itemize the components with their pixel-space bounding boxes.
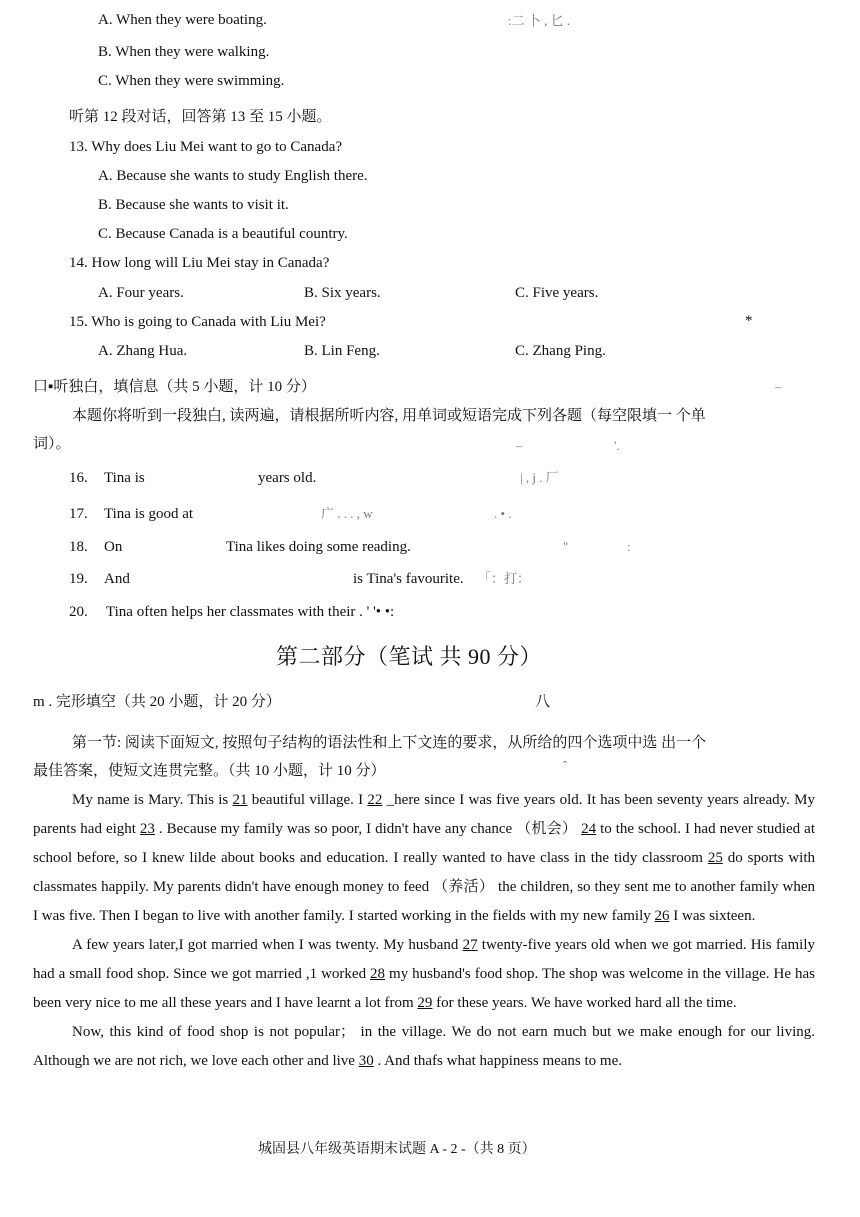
scan-noise-mark: 八 xyxy=(535,694,551,710)
scan-noise: 「：打： xyxy=(478,571,531,586)
q14-stem: 14. How long will Liu Mei stay in Canada? xyxy=(69,255,330,271)
part-two-title: 第二部分（笔试 共 90 分） xyxy=(276,644,543,669)
q16-text-before-blank: Tina is xyxy=(104,470,145,486)
q14-option-b: B. Six years. xyxy=(304,285,381,301)
q12-option-b: B. When they were walking. xyxy=(98,44,270,60)
scan-noise: : xyxy=(627,539,631,554)
blank-29: 29 xyxy=(417,995,433,1011)
blank-23: 23 xyxy=(139,821,155,837)
q17-number: 17. xyxy=(69,506,88,522)
monologue-instruction-line2: 词）。 xyxy=(33,436,71,452)
q18-text-after-blank: Tina likes doing some reading. xyxy=(226,539,411,555)
cloze-passage xyxy=(33,786,815,1076)
q15-stem: 15. Who is going to Canada with Liu Mei? xyxy=(69,314,326,330)
q16-number: 16. xyxy=(69,470,88,486)
q18-text-before-blank: On xyxy=(104,539,123,555)
q19-text-after-blank: is Tina's favourite. xyxy=(353,571,464,587)
scan-noise: '. xyxy=(614,438,620,453)
scan-noise: – xyxy=(516,438,523,453)
scan-noise: | , j . 厂 xyxy=(520,470,559,485)
q20-number: 20. xyxy=(69,604,88,620)
cloze-instruction-line2: 最佳答案，使短文连贯完整。（共 10 小题，计 10 分） xyxy=(33,763,386,779)
monologue-instruction-line1: 本题你将听到一段独白, 读两遍，请根据所听内容, 用单词或短语完成下列各题（每空限填一 个单 xyxy=(72,408,706,424)
scan-noise: 广 . . . , w xyxy=(321,506,373,521)
passage-paragraph-3: Now, this kind of food shop is not popular； in the village. We do not earn much but we make enough for our living. Although we are not rich, we love each other and live 30 . And thafs what happiness means to me. xyxy=(33,1024,815,1069)
q15-option-b: B. Lin Feng. xyxy=(304,343,380,359)
blank-21: 21 xyxy=(232,792,248,808)
section-heading-monologue: 口▪听独白，填信息（共 5 小题，计 10 分） xyxy=(33,379,316,395)
passage-paragraph-2: A few years later,I got married when I was twenty. My husband 27 twenty-five years old when we got married. His family had a small food shop. Since we got married ,1 worked 28 my husband's food shop. The shop was welcome in the village. He has been very nice to me all these years and I have learnt a lot from 29 for these years. We have worked hard all the time. xyxy=(33,937,816,1011)
q16-text-after-blank: years old. xyxy=(258,470,317,486)
scan-noise: :二 卜 , 匕 . xyxy=(508,13,571,28)
cloze-instruction-line1: 第一节: 阅读下面短文, 按照句子结构的语法性和上下文连的要求，从所给的四个选项中选 出一个 xyxy=(72,735,707,751)
blank-22: 22 xyxy=(367,792,383,808)
q15-option-c: C. Zhang Ping. xyxy=(515,343,606,359)
page-footer: 城固县八年级英语期末试题 A - 2 -（共 8 页） xyxy=(258,1142,536,1157)
scan-noise: . • . xyxy=(494,506,512,521)
passage-paragraph-1: My name is Mary. This is 21 beautiful village. I 22 _here since I was five years old. It has been seventy years already. My parents had eight 23 . Because my family was so poor, I didn't have any chance （机会） 24 to the school. I had never studied at school before, so I knew lilde about books and education. I really wanted to have class in the tidy classroom 25 do sports with classmates happily. My parents didn't have enough money to feed （养活） the children, so they sent me to another family when I was five. Then I began to live with another family. I started working in the fields with my new family 26 I was sixteen. xyxy=(33,792,815,924)
blank-25: 25 xyxy=(707,850,723,866)
blank-30: 30 xyxy=(358,1053,374,1069)
blank-26: 26 xyxy=(654,908,670,924)
q13-stem: 13. Why does Liu Mei want to go to Canada? xyxy=(69,139,343,155)
q14-option-c: C. Five years. xyxy=(515,285,599,301)
q14-option-a: A. Four years. xyxy=(98,285,184,301)
q20-text: Tina often helps her classmates with their . ' '• •: xyxy=(106,604,395,620)
q12-option-c: C. When they were swimming. xyxy=(98,73,285,89)
q13-option-a: A. Because she wants to study English there. xyxy=(98,168,368,184)
scan-noise-caret: ˆ xyxy=(563,758,568,773)
blank-28: 28 xyxy=(370,966,386,982)
scan-noise-mark: * xyxy=(745,313,753,329)
q12-option-a: A. When they were boating. xyxy=(98,12,267,28)
scan-noise-dash: – xyxy=(775,379,782,394)
section-intro: 听第 12 段对话，回答第 13 至 15 小题。 xyxy=(69,109,332,125)
blank-24: 24 xyxy=(581,821,597,837)
blank-27: 27 xyxy=(462,937,478,953)
q19-text-before-blank: And xyxy=(104,571,130,587)
q18-number: 18. xyxy=(69,539,88,555)
q15-option-a: A. Zhang Hua. xyxy=(98,343,188,359)
q19-number: 19. xyxy=(69,571,88,587)
scan-noise: " xyxy=(563,539,569,554)
q13-option-b: B. Because she wants to visit it. xyxy=(98,197,289,213)
q13-option-c: C. Because Canada is a beautiful country. xyxy=(98,226,348,242)
q17-text: Tina is good at xyxy=(104,506,194,522)
section-heading-cloze: m . 完形填空（共 20 小题，计 20 分） xyxy=(33,694,281,710)
